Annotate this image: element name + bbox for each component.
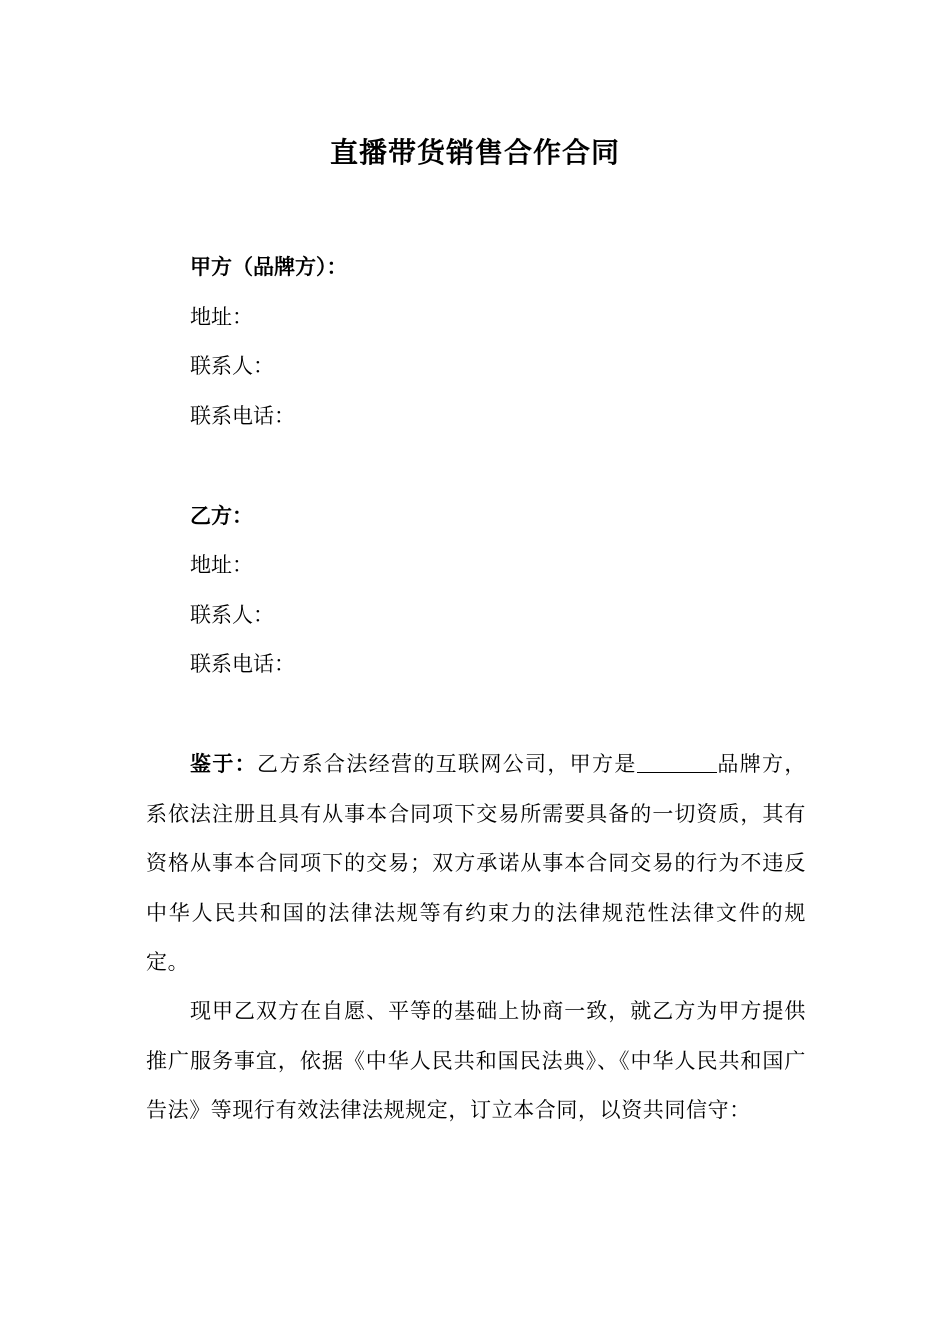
party-a-heading: 甲方（品牌方）： xyxy=(190,254,348,279)
party-a-address-label: 地址： xyxy=(190,305,253,329)
party-b-phone-label: 联系电话： xyxy=(190,652,295,676)
party-b-address-label: 地址： xyxy=(190,553,253,577)
whereas-lead: 鉴于： xyxy=(190,751,257,776)
whereas-paragraph xyxy=(146,739,806,988)
party-b-heading: 乙方： xyxy=(190,503,253,528)
party-a-phone-label: 联系电话： xyxy=(190,404,295,428)
document-title: 直播带货销售合作合同 xyxy=(329,136,620,169)
party-b-contact-label: 联系人： xyxy=(190,603,274,627)
brand-name-blank xyxy=(637,750,717,773)
party-a-contact-label: 联系人： xyxy=(190,354,274,378)
whereas-text-after-blank: 品牌方，系依法注册且具有从事本合同项下交易所需要具备的一切资质，其有资格从事本合同项下的交易；双方承诺从事本合同交易的行为不违反中华人民共和国的法律法规等有约束力的法律规范性法律文件的规定。 xyxy=(146,752,806,974)
whereas-text-before-blank: 乙方系合法经营的互联网公司，甲方是 xyxy=(257,752,637,776)
agreement-paragraph: 现甲乙双方在自愿、平等的基础上协商一致，就乙方为甲方提供推广服务事宜，依据《中华人民共和国民法典》、《中华人民共和国广告法》等现行有效法律法规规定，订立本合同，以资共同信守： xyxy=(146,999,806,1122)
